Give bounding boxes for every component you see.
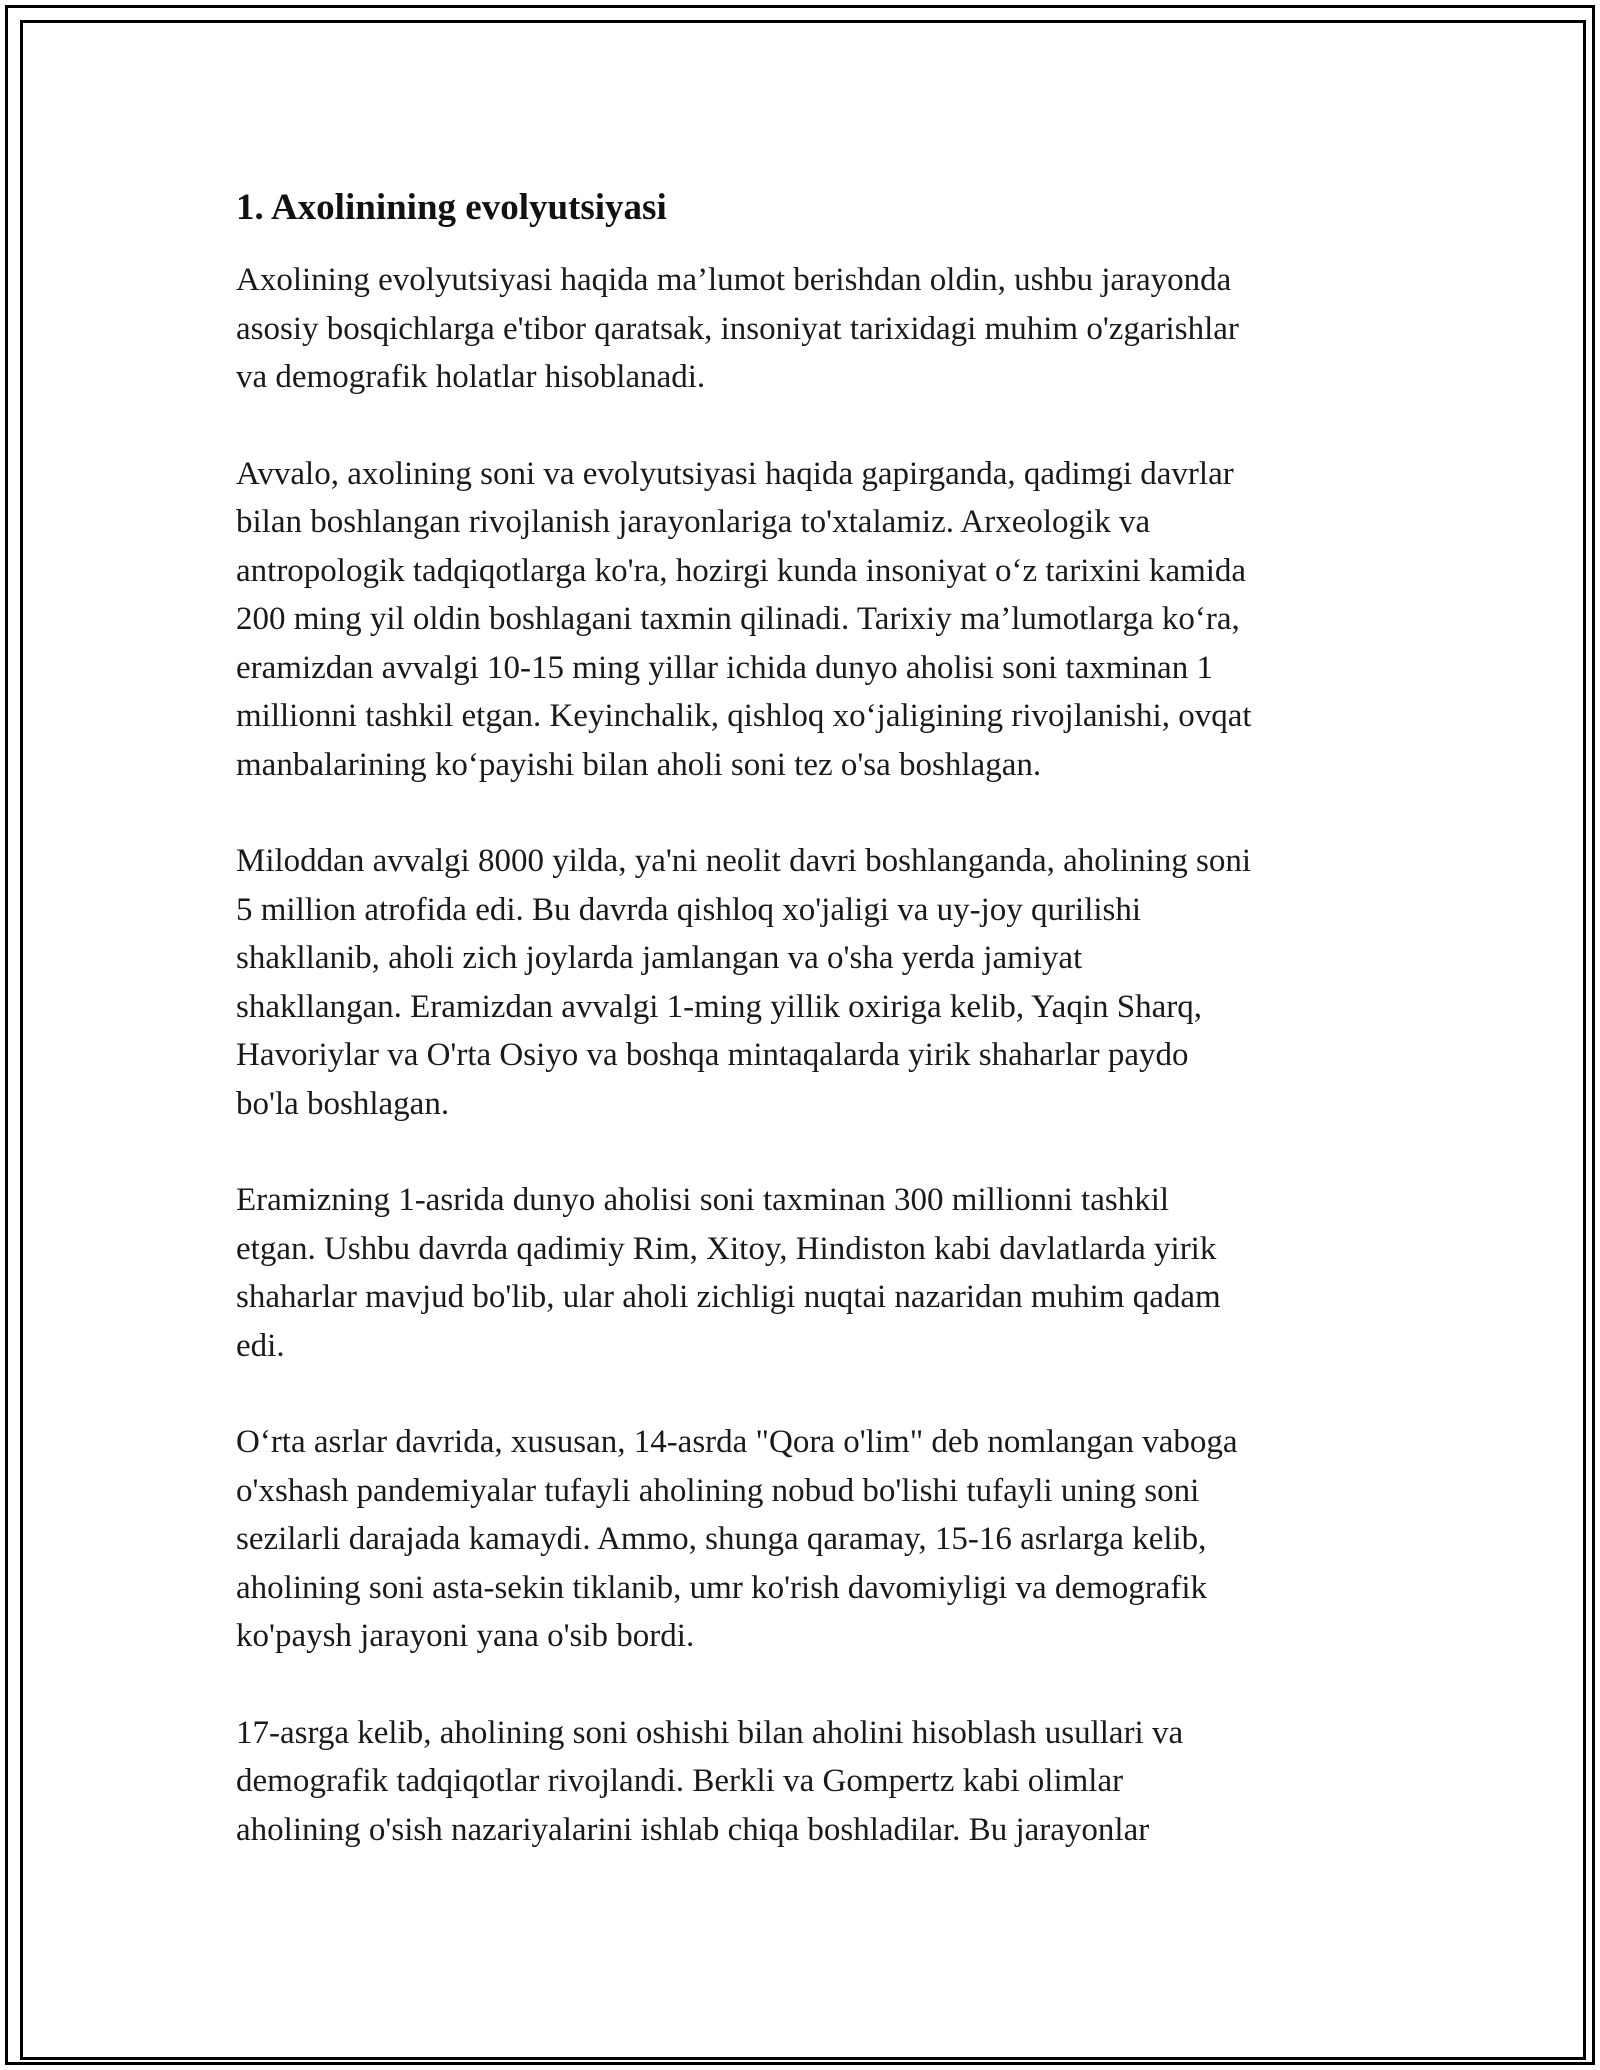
paragraph bbox=[236, 1176, 1376, 1370]
paragraph-line: manbalarining ko‘payishi bilan aholi soni tez o'sa boshlagan. bbox=[236, 746, 1042, 783]
paragraph bbox=[236, 837, 1376, 1128]
paragraph-line: shaharlar mavjud bo'lib, ular aholi zichligi nuqtai nazaridan muhim qadam bbox=[236, 1279, 1221, 1315]
paragraph-line: va demografik holatlar hisoblanadi. bbox=[236, 359, 706, 395]
paragraph-line: antropologik tadqiqotlarga ko'ra, hozirgi kunda insoniyat o‘z tarixini kamida bbox=[236, 552, 1247, 589]
paragraph-line: 5 million atrofida edi. Bu davrda qishloq xo'jaligi va uy-joy qurilishi bbox=[236, 891, 1142, 928]
paragraph bbox=[236, 450, 1376, 790]
document-body bbox=[236, 186, 1376, 1902]
paragraph-line: Eramizning 1-asrida dunyo aholisi soni taxminan 300 millionni tashkil bbox=[236, 1182, 1170, 1218]
paragraph-line: shakllanib, aholi zich joylarda jamlangan va o'sha yerda jamiyat bbox=[236, 940, 1083, 976]
paragraph bbox=[236, 1418, 1376, 1661]
paragraph-line: O‘rta asrlar davrida, xususan, 14-asrda "Qora o'lim" deb nomlangan vaboga bbox=[236, 1424, 1238, 1460]
paragraph-line: ko'paysh jarayoni yana o'sib bordi. bbox=[236, 1618, 695, 1654]
paragraph-line: 17-asrga kelib, aholining soni oshishi bilan aholini hisoblash usullari va bbox=[236, 1714, 1184, 1751]
paragraph-line: edi. bbox=[236, 1327, 285, 1364]
paragraph-list bbox=[236, 256, 1376, 1854]
paragraph-line: 200 ming yil oldin boshlagani taxmin qilinadi. Tarixiy ma’lumotlarga ko‘ra, bbox=[236, 601, 1240, 637]
paragraph-line: asosiy bosqichlarga e'tibor qaratsak, insoniyat tarixidagi muhim o'zgarishlar bbox=[236, 310, 1239, 347]
paragraph-line: eramizdan avvalgi 10-15 ming yillar ichida dunyo aholisi soni taxminan 1 bbox=[236, 649, 1213, 686]
paragraph-line: bo'la boshlagan. bbox=[236, 1085, 450, 1122]
paragraph-line: Havoriylar va O'rta Osiyo va boshqa mintaqalarda yirik shaharlar paydo bbox=[236, 1037, 1189, 1073]
paragraph-line: etgan. Ushbu davrda qadimiy Rim, Xitoy, Hindiston kabi davlatlarda yirik bbox=[236, 1230, 1217, 1267]
paragraph-line: aholining o'sish nazariyalarini ishlab chiqa boshladilar. Bu jarayonlar bbox=[236, 1811, 1150, 1848]
paragraph-line: Miloddan avvalgi 8000 yilda, ya'ni neolit davri boshlanganda, aholining soni bbox=[236, 843, 1252, 879]
paragraph-line: aholining soni asta-sekin tiklanib, umr ko'rish davomiyligi va demografik bbox=[236, 1569, 1208, 1606]
paragraph-line: shakllangan. Eramizdan avvalgi 1-ming yillik oxiriga kelib, Yaqin Sharq, bbox=[236, 988, 1202, 1025]
paragraph-line: sezilarli darajada kamaydi. Ammo, shunga qaramay, 15-16 asrlarga kelib, bbox=[236, 1521, 1207, 1557]
paragraph-line: bilan boshlangan rivojlanish jarayonlariga to'xtalamiz. Arxeologik va bbox=[236, 504, 1151, 540]
paragraph-line: millionni tashkil etgan. Keyinchalik, qishloq xo‘jaligining rivojlanishi, ovqat bbox=[236, 698, 1252, 734]
paragraph-line: Avvalo, axolining soni va evolyutsiyasi haqida gapirganda, qadimgi davrlar bbox=[236, 455, 1234, 492]
paragraph bbox=[236, 256, 1376, 402]
paragraph bbox=[236, 1709, 1376, 1855]
document-title: 1. Axolinining evolyutsiyasi bbox=[236, 187, 667, 228]
paragraph-line: Axolining evolyutsiyasi haqida ma’lumot berishdan oldin, ushbu jarayonda bbox=[236, 262, 1232, 298]
paragraph-line: demografik tadqiqotlar rivojlandi. Berkli va Gompertz kabi olimlar bbox=[236, 1763, 1124, 1799]
paragraph-line: o'xshash pandemiyalar tufayli aholining nobud bo'lishi tufayli uning soni bbox=[236, 1472, 1200, 1509]
